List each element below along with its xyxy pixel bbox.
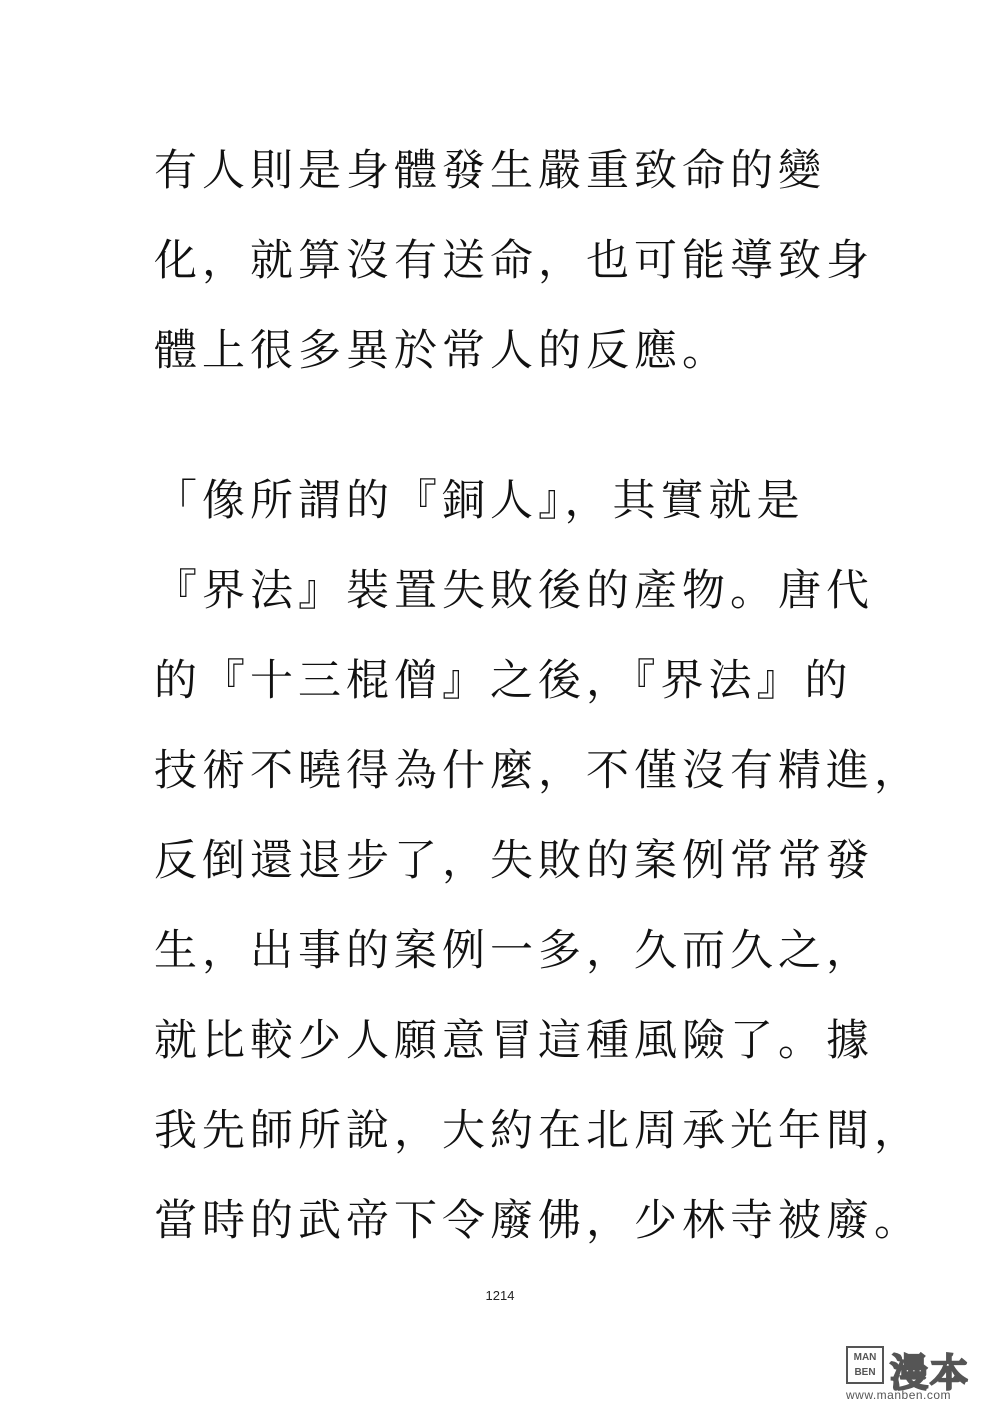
text-line: 技術不曉得為什麼，不僅沒有精進， (154, 746, 922, 796)
watermark-logo (846, 1344, 986, 1404)
text-line: 我先師所說，大約在北周承光年間， (154, 1106, 922, 1156)
text-line: 的『十三棍僧』之後，『界法』的 (154, 656, 853, 706)
text-line: 反倒還退步了，失敗的案例常常發 (154, 836, 874, 886)
text-line: 生，出事的案例一多，久而久之， (154, 926, 874, 976)
seal-text-bottom: BEN (854, 1367, 876, 1378)
text-line: 『界法』裝置失敗後的產物。唐代 (154, 566, 874, 616)
watermark-title: 漫本 (890, 1351, 971, 1395)
text-line: 有人則是身體發生嚴重致命的變 (154, 146, 826, 196)
text-line: 當時的武帝下令廢佛，少林寺被廢。 (154, 1196, 922, 1246)
paragraph-2 (154, 456, 954, 1266)
text-line: 就比較少人願意冒這種風險了。據 (154, 1016, 874, 1066)
text-line: 體上很多異於常人的反應。 (154, 326, 730, 376)
text-line: 「像所謂的『銅人』，其實就是 (154, 476, 805, 526)
seal-icon (846, 1346, 884, 1384)
paragraph-1 (154, 126, 954, 396)
seal-text-top: MAN (853, 1352, 877, 1363)
watermark-url: www.manben.com (846, 1388, 952, 1402)
page-number: 1214 (485, 1288, 515, 1303)
text-line: 化，就算沒有送命，也可能導致身 (154, 236, 874, 286)
